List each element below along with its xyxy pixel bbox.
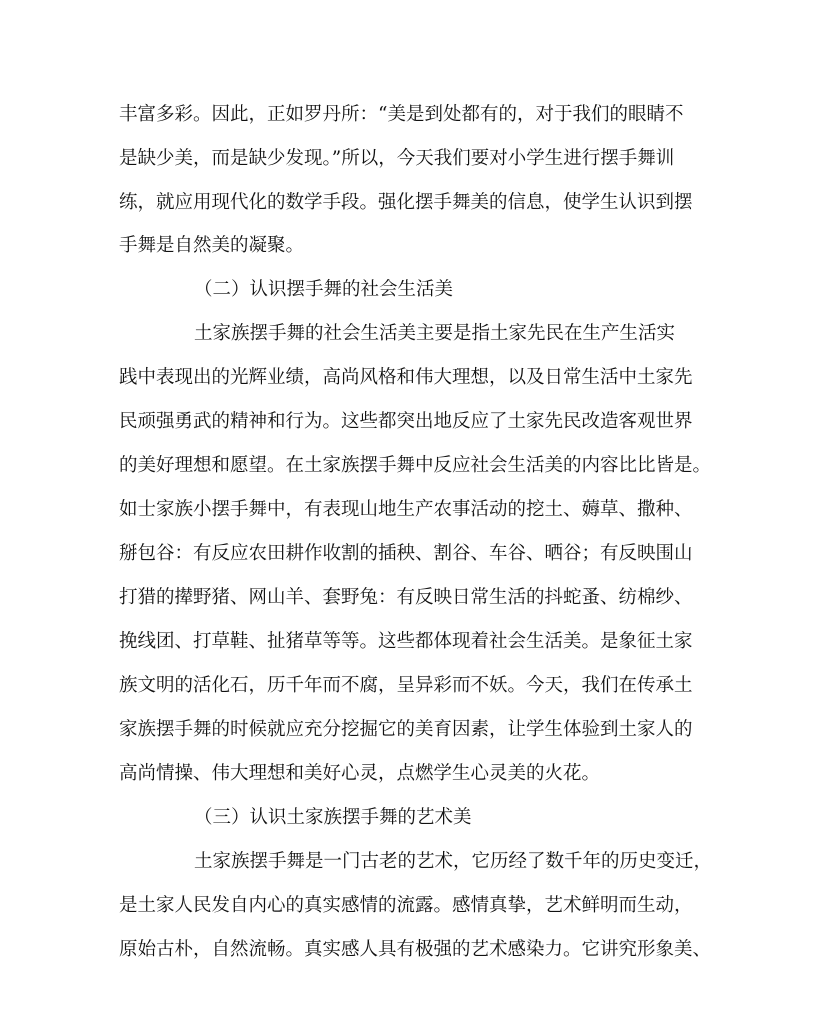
text-line: 手舞是自然美的凝聚。 bbox=[119, 235, 305, 256]
text-line: 民顽强勇武的精神和行为。这些都突出地反应了土家先民改造客观世界 bbox=[119, 411, 693, 432]
text-line: 练，就应用现代化的数学手段。强化摆手舞美的信息，使学生认识到摆 bbox=[119, 192, 693, 213]
text-line: 如士家族小摆手舞中，有表现山地生产农事活动的挖土、薅草、撒种、 bbox=[119, 499, 693, 520]
text-line: 土家族摆手舞是一门古老的艺术，它历经了数千年的历史变迁， bbox=[194, 851, 713, 872]
text-line: 丰富多彩。因此，正如罗丹所：“美是到处都有的，对于我们的眼睛不 bbox=[119, 104, 684, 125]
text-line: 是缺少美，而是缺少发现。”所以，今天我们要对小学生进行摆手舞训 bbox=[119, 148, 675, 169]
text-line: 原始古朴，自然流畅。真实感人具有极强的艺术感染力。它讲究形象美、 bbox=[119, 939, 712, 960]
heading-text: （二）认识摆手舞的社会生活美 bbox=[194, 279, 454, 300]
text-line: 打猎的撵野猪、网山羊、套野兔：有反映日常生活的抖蛇蚤、纺棉纱、 bbox=[119, 587, 693, 608]
heading-text: （三）认识土家族摆手舞的艺术美 bbox=[194, 807, 472, 828]
text-line: 族文明的活化石，历千年而不腐，呈异彩而不妖。今天，我们在传承土 bbox=[119, 675, 693, 696]
text-line: 家族摆手舞的时候就应充分挖掘它的美育因素，让学生体验到土家人的 bbox=[119, 719, 693, 740]
text-line: 高尚情操、伟大理想和美好心灵，点燃学生心灵美的火花。 bbox=[119, 763, 601, 784]
text-line: 是土家人民发自内心的真实感情的流露。感情真挚，艺术鲜明而生动， bbox=[119, 895, 693, 916]
text-line: 挽线团、打草鞋、扯猪草等等。这些都体现着社会生活美。是象征土家 bbox=[119, 631, 693, 652]
text-line: 掰包谷：有反应农田耕作收割的插秧、割谷、车谷、晒谷；有反映围山 bbox=[119, 543, 693, 564]
text-line: 土家族摆手舞的社会生活美主要是指土家先民在生产生活实 bbox=[194, 323, 676, 344]
text-line: 践中表现出的光辉业绩，高尚风格和伟大理想，以及日常生活中土家先 bbox=[119, 367, 693, 388]
text-line: 的美好理想和愿望。在土家族摆手舞中反应社会生活美的内容比比皆是。 bbox=[119, 455, 712, 476]
